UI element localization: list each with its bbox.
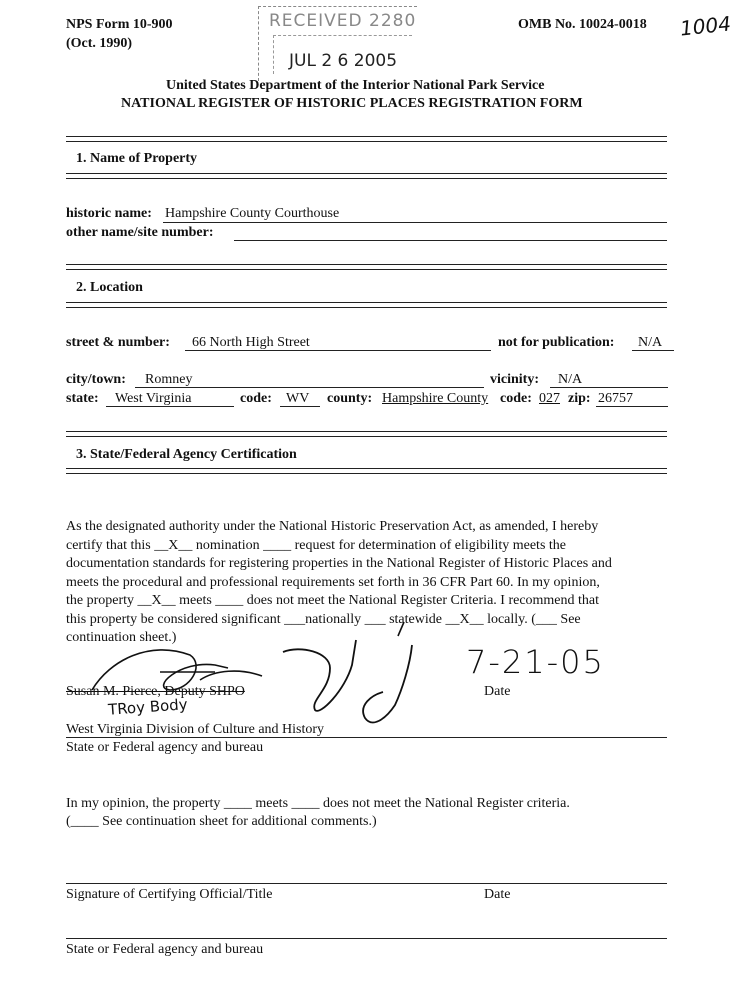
street-line: [185, 350, 491, 351]
other-name-label: other name/site number:: [66, 225, 214, 240]
section-divider: [66, 136, 667, 142]
omb-number: OMB No. 10024-0018: [518, 17, 647, 32]
form-title: NATIONAL REGISTER OF HISTORIC PLACES REGISTRATION FORM: [121, 96, 583, 111]
section-divider: [66, 264, 667, 270]
section2-heading: 2. Location: [76, 280, 143, 295]
section3-heading: 3. State/Federal Agency Certification: [76, 447, 297, 462]
signer-typed-name: Susan M. Pierce, Deputy SHPO: [66, 684, 245, 699]
state-code-line: [280, 406, 320, 407]
city-value[interactable]: Romney: [145, 372, 193, 387]
state-code-label: code:: [240, 391, 272, 406]
vicinity-label: vicinity:: [490, 372, 539, 387]
state-value[interactable]: West Virginia: [115, 391, 192, 406]
section-divider: [66, 468, 667, 474]
historic-name-value[interactable]: Hampshire County Courthouse: [165, 206, 340, 221]
street-value[interactable]: 66 North High Street: [192, 335, 310, 350]
zip-label: zip:: [568, 391, 591, 406]
received-stamp: [258, 6, 417, 81]
signed-date: 7-21-05: [466, 643, 605, 681]
opinion-line-2: (____ See continuation sheet for additional comments.): [66, 814, 377, 829]
signature-date-label: Date: [484, 887, 511, 902]
not-for-publication-line: [632, 350, 674, 351]
historic-name-label: historic name:: [66, 206, 152, 221]
date-label: Date: [484, 684, 511, 699]
historic-name-line: [163, 222, 667, 223]
zip-value[interactable]: 26757: [598, 391, 633, 406]
handwritten-id: 1004: [678, 11, 733, 41]
agency-label-2: State or Federal agency and bureau: [66, 942, 264, 957]
form-date: (Oct. 1990): [66, 36, 133, 51]
signature-official-label: Signature of Certifying Official/Title: [66, 887, 273, 902]
stamp-received-text: RECEIVED 2280: [269, 11, 417, 31]
form-number: NPS Form 10-900: [66, 17, 173, 32]
certification-line-1: As the designated authority under the National Historic Preservation Act, as amended, I hereby: [66, 519, 599, 534]
not-for-publication-label: not for publication:: [498, 335, 615, 350]
certification-line-5: the property __X__ meets ____ does not meet the National Register Criteria. I recommend that: [66, 593, 600, 608]
county-value[interactable]: Hampshire County: [382, 391, 489, 406]
signature-line: [66, 883, 667, 884]
vicinity-line: [550, 387, 668, 388]
city-label: city/town:: [66, 372, 126, 387]
state-label: state:: [66, 391, 99, 406]
certification-line-7: continuation sheet.): [66, 630, 177, 645]
street-label: street & number:: [66, 335, 170, 350]
agency-label: State or Federal agency and bureau: [66, 740, 264, 755]
agency-line: [66, 737, 667, 738]
certification-line-4: meets the procedural and professional requirements set forth in 36 CFR Part 60. In my opinion,: [66, 575, 600, 590]
state-line: [106, 406, 234, 407]
agency-line-2: [66, 938, 667, 939]
department-line: United States Department of the Interior National Park Service: [166, 78, 545, 93]
section1-heading: 1. Name of Property: [76, 151, 198, 166]
city-line: [135, 387, 484, 388]
certification-line-2: certify that this __X__ nomination ____ request for determination of eligibility meets the: [66, 538, 567, 553]
county-code-label: code:: [500, 391, 532, 406]
not-for-publication-value[interactable]: N/A: [638, 335, 663, 350]
other-name-line: [234, 240, 667, 241]
state-code-value[interactable]: WV: [286, 391, 310, 406]
county-label: county:: [327, 391, 373, 406]
county-code-value[interactable]: 027: [539, 391, 560, 406]
section-divider: [66, 173, 667, 179]
signer-handwritten-name: TRoy Body: [107, 695, 189, 719]
agency-value[interactable]: West Virginia Division of Culture and History: [66, 722, 325, 737]
stamp-date: JUL 2 6 2005: [289, 51, 398, 71]
vicinity-value[interactable]: N/A: [558, 372, 583, 387]
zip-line: [596, 406, 668, 407]
section-divider: [66, 431, 667, 437]
opinion-line-1: In my opinion, the property ____ meets ____ does not meet the National Register criteria.: [66, 796, 570, 811]
section-divider: [66, 302, 667, 308]
certification-line-6: this property be considered significant ___nationally ___ statewide __X__ locally. (___ See: [66, 612, 581, 627]
certification-line-3: documentation standards for registering properties in the National Register of Historic Places and: [66, 556, 612, 571]
